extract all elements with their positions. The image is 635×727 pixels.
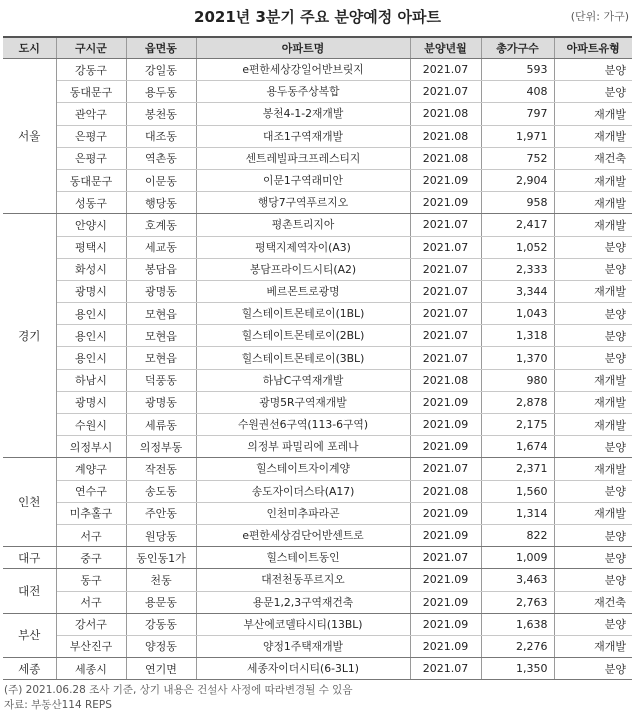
date-cell: 2021.07: [410, 658, 481, 680]
table-row: [3, 59, 632, 81]
type-cell: 분양: [554, 303, 632, 325]
name-cell: 양정1주택재개발: [196, 635, 410, 657]
district-cell: 용인시: [56, 347, 126, 369]
units-cell: 1,560: [481, 480, 554, 502]
footer: [4, 683, 635, 713]
date-cell: 2021.07: [410, 59, 481, 81]
column-header: 아파트명: [196, 37, 410, 59]
district-cell: 서구: [56, 524, 126, 546]
name-cell: 이문1구역래미안: [196, 169, 410, 191]
units-cell: 1,350: [481, 658, 554, 680]
date-cell: 2021.09: [410, 414, 481, 436]
type-cell: 분양: [554, 547, 632, 569]
region-cell: 서울: [3, 59, 56, 214]
units-cell: 3,344: [481, 280, 554, 302]
units-cell: 752: [481, 147, 554, 169]
type-cell: 분양: [554, 613, 632, 635]
units-cell: 2,276: [481, 635, 554, 657]
table-row: [3, 391, 632, 413]
date-cell: 2021.08: [410, 480, 481, 502]
dong-cell: 모현읍: [126, 303, 196, 325]
column-header: 구시군: [56, 37, 126, 59]
date-cell: 2021.08: [410, 103, 481, 125]
table-row: [3, 524, 632, 546]
name-cell: 센트레빌파크프레스티지: [196, 147, 410, 169]
units-cell: 1,043: [481, 303, 554, 325]
name-cell: 송도자이더스타(A17): [196, 480, 410, 502]
units-cell: 1,370: [481, 347, 554, 369]
units-cell: 2,333: [481, 258, 554, 280]
type-cell: 재건축: [554, 147, 632, 169]
date-cell: 2021.09: [410, 192, 481, 214]
date-cell: 2021.07: [410, 236, 481, 258]
dong-cell: 강일동: [126, 59, 196, 81]
units-cell: 958: [481, 192, 554, 214]
table-row: [3, 258, 632, 280]
dong-cell: 동인동1가: [126, 547, 196, 569]
type-cell: 분양: [554, 59, 632, 81]
units-cell: 2,175: [481, 414, 554, 436]
type-cell: 재개발: [554, 214, 632, 236]
name-cell: 힐스테이트몬테로이(3BL): [196, 347, 410, 369]
district-cell: 미추홀구: [56, 502, 126, 524]
units-cell: 2,904: [481, 169, 554, 191]
district-cell: 부산진구: [56, 635, 126, 657]
page-title: 2021년 3분기 주요 분양예정 아파트: [194, 8, 441, 26]
dong-cell: 양정동: [126, 635, 196, 657]
table-row: [3, 81, 632, 103]
date-cell: 2021.07: [410, 258, 481, 280]
name-cell: 인천미추파라곤: [196, 502, 410, 524]
table-header-row: [3, 37, 632, 59]
dong-cell: 주안동: [126, 502, 196, 524]
district-cell: 세종시: [56, 658, 126, 680]
date-cell: 2021.07: [410, 303, 481, 325]
date-cell: 2021.07: [410, 81, 481, 103]
units-cell: 1,971: [481, 125, 554, 147]
header: [0, 0, 635, 36]
units-cell: 2,763: [481, 591, 554, 613]
type-cell: 재개발: [554, 103, 632, 125]
dong-cell: 세류동: [126, 414, 196, 436]
district-cell: 용인시: [56, 325, 126, 347]
district-cell: 평택시: [56, 236, 126, 258]
date-cell: 2021.09: [410, 524, 481, 546]
district-cell: 강서구: [56, 613, 126, 635]
date-cell: 2021.08: [410, 369, 481, 391]
name-cell: 대전천동푸르지오: [196, 569, 410, 591]
dong-cell: 호계동: [126, 214, 196, 236]
date-cell: 2021.07: [410, 347, 481, 369]
footnote: (주) 2021.06.28 조사 기준, 상기 내용은 건설사 사정에 따라변경될 수 있음: [4, 684, 353, 697]
dong-cell: 용문동: [126, 591, 196, 613]
units-cell: 2,417: [481, 214, 554, 236]
type-cell: 재개발: [554, 369, 632, 391]
units-cell: 1,052: [481, 236, 554, 258]
name-cell: 용문1,2,3구역재건축: [196, 591, 410, 613]
date-cell: 2021.07: [410, 280, 481, 302]
units-cell: 408: [481, 81, 554, 103]
table-row: [3, 303, 632, 325]
table-row: [3, 214, 632, 236]
date-cell: 2021.07: [410, 325, 481, 347]
table-row: [3, 658, 632, 680]
district-cell: 용인시: [56, 303, 126, 325]
table-row: [3, 613, 632, 635]
apartment-table: [3, 36, 632, 680]
table-row: [3, 414, 632, 436]
region-cell: 세종: [3, 658, 56, 680]
name-cell: 힐스테이트자이계양: [196, 458, 410, 480]
type-cell: 분양: [554, 325, 632, 347]
district-cell: 동구: [56, 569, 126, 591]
units-cell: 593: [481, 59, 554, 81]
region-cell: 대전: [3, 569, 56, 613]
type-cell: 재개발: [554, 280, 632, 302]
table-row: [3, 236, 632, 258]
type-cell: 재개발: [554, 502, 632, 524]
type-cell: 재개발: [554, 391, 632, 413]
district-cell: 광명시: [56, 391, 126, 413]
district-cell: 안양시: [56, 214, 126, 236]
type-cell: 재개발: [554, 635, 632, 657]
name-cell: 힐스테이트몬테로이(1BL): [196, 303, 410, 325]
table-row: [3, 103, 632, 125]
name-cell: 봉천4-1-2재개발: [196, 103, 410, 125]
dong-cell: 행당동: [126, 192, 196, 214]
name-cell: 세종자이더시티(6-3L1): [196, 658, 410, 680]
name-cell: 용두동주상복합: [196, 81, 410, 103]
name-cell: 수원권선6구역(113-6구역): [196, 414, 410, 436]
units-cell: 2,878: [481, 391, 554, 413]
type-cell: 분양: [554, 658, 632, 680]
dong-cell: 작전동: [126, 458, 196, 480]
type-cell: 분양: [554, 81, 632, 103]
table-row: [3, 147, 632, 169]
district-cell: 동대문구: [56, 169, 126, 191]
type-cell: 재개발: [554, 169, 632, 191]
date-cell: 2021.07: [410, 547, 481, 569]
dong-cell: 모현읍: [126, 347, 196, 369]
district-cell: 연수구: [56, 480, 126, 502]
units-cell: 1,638: [481, 613, 554, 635]
column-header: 도시: [3, 37, 56, 59]
dong-cell: 송도동: [126, 480, 196, 502]
dong-cell: 천동: [126, 569, 196, 591]
dong-cell: 역촌동: [126, 147, 196, 169]
table-row: [3, 125, 632, 147]
table-row: [3, 591, 632, 613]
district-cell: 의정부시: [56, 436, 126, 458]
district-cell: 성동구: [56, 192, 126, 214]
district-cell: 계양구: [56, 458, 126, 480]
table-row: [3, 369, 632, 391]
dong-cell: 의정부동: [126, 436, 196, 458]
type-cell: 분양: [554, 569, 632, 591]
date-cell: 2021.09: [410, 391, 481, 413]
date-cell: 2021.09: [410, 502, 481, 524]
name-cell: 봉담프라이드시티(A2): [196, 258, 410, 280]
table-row: [3, 325, 632, 347]
name-cell: 부산에코델타시티(13BL): [196, 613, 410, 635]
name-cell: 평택지제역자이(A3): [196, 236, 410, 258]
dong-cell: 봉천동: [126, 103, 196, 125]
district-cell: 은평구: [56, 147, 126, 169]
name-cell: e편한세상검단어반센트로: [196, 524, 410, 546]
district-cell: 화성시: [56, 258, 126, 280]
district-cell: 관악구: [56, 103, 126, 125]
region-cell: 부산: [3, 613, 56, 657]
dong-cell: 세교동: [126, 236, 196, 258]
dong-cell: 덕풍동: [126, 369, 196, 391]
date-cell: 2021.09: [410, 569, 481, 591]
table-row: [3, 547, 632, 569]
type-cell: 분양: [554, 258, 632, 280]
units-cell: 2,371: [481, 458, 554, 480]
column-header: 분양년월: [410, 37, 481, 59]
column-header: 읍면동: [126, 37, 196, 59]
region-cell: 경기: [3, 214, 56, 458]
type-cell: 재개발: [554, 458, 632, 480]
table-row: [3, 502, 632, 524]
name-cell: 힐스테이트몬테로이(2BL): [196, 325, 410, 347]
date-cell: 2021.08: [410, 125, 481, 147]
table-row: [3, 480, 632, 502]
date-cell: 2021.09: [410, 169, 481, 191]
district-cell: 하남시: [56, 369, 126, 391]
date-cell: 2021.07: [410, 458, 481, 480]
table-row: [3, 192, 632, 214]
type-cell: 분양: [554, 480, 632, 502]
name-cell: 힐스테이트동인: [196, 547, 410, 569]
type-cell: 분양: [554, 524, 632, 546]
source-note: 자료: 부동산114 REPS: [4, 699, 112, 712]
district-cell: 광명시: [56, 280, 126, 302]
name-cell: 대조1구역재개발: [196, 125, 410, 147]
units-cell: 1,009: [481, 547, 554, 569]
dong-cell: 강동동: [126, 613, 196, 635]
unit-label: (단위: 가구): [570, 10, 629, 23]
name-cell: 평촌트리지아: [196, 214, 410, 236]
table-row: [3, 280, 632, 302]
dong-cell: 광명동: [126, 391, 196, 413]
date-cell: 2021.07: [410, 214, 481, 236]
units-cell: 797: [481, 103, 554, 125]
type-cell: 재개발: [554, 414, 632, 436]
date-cell: 2021.09: [410, 436, 481, 458]
units-cell: 980: [481, 369, 554, 391]
units-cell: 1,674: [481, 436, 554, 458]
type-cell: 분양: [554, 436, 632, 458]
district-cell: 동대문구: [56, 81, 126, 103]
dong-cell: 용두동: [126, 81, 196, 103]
dong-cell: 원당동: [126, 524, 196, 546]
name-cell: e편한세상강일어반브릿지: [196, 59, 410, 81]
table-row: [3, 347, 632, 369]
dong-cell: 연기면: [126, 658, 196, 680]
type-cell: 분양: [554, 347, 632, 369]
region-cell: 대구: [3, 547, 56, 569]
name-cell: 의정부 파밀리에 포레나: [196, 436, 410, 458]
column-header: 총가구수: [481, 37, 554, 59]
district-cell: 강동구: [56, 59, 126, 81]
date-cell: 2021.09: [410, 613, 481, 635]
table-row: [3, 436, 632, 458]
date-cell: 2021.08: [410, 147, 481, 169]
district-cell: 은평구: [56, 125, 126, 147]
region-cell: 인천: [3, 458, 56, 547]
name-cell: 베르몬트로광명: [196, 280, 410, 302]
type-cell: 재개발: [554, 125, 632, 147]
units-cell: 1,318: [481, 325, 554, 347]
table-row: [3, 569, 632, 591]
type-cell: 분양: [554, 236, 632, 258]
table-row: [3, 458, 632, 480]
type-cell: 재개발: [554, 192, 632, 214]
type-cell: 재건축: [554, 591, 632, 613]
units-cell: 1,314: [481, 502, 554, 524]
dong-cell: 대조동: [126, 125, 196, 147]
table-row: [3, 635, 632, 657]
district-cell: 중구: [56, 547, 126, 569]
dong-cell: 광명동: [126, 280, 196, 302]
date-cell: 2021.09: [410, 635, 481, 657]
table-body: [3, 59, 632, 680]
district-cell: 서구: [56, 591, 126, 613]
dong-cell: 모현읍: [126, 325, 196, 347]
dong-cell: 이문동: [126, 169, 196, 191]
units-cell: 3,463: [481, 569, 554, 591]
units-cell: 822: [481, 524, 554, 546]
table-row: [3, 169, 632, 191]
column-header: 아파트유형: [554, 37, 632, 59]
name-cell: 행당7구역푸르지오: [196, 192, 410, 214]
dong-cell: 봉담읍: [126, 258, 196, 280]
date-cell: 2021.09: [410, 591, 481, 613]
name-cell: 하남C구역재개발: [196, 369, 410, 391]
district-cell: 수원시: [56, 414, 126, 436]
name-cell: 광명5R구역재개발: [196, 391, 410, 413]
